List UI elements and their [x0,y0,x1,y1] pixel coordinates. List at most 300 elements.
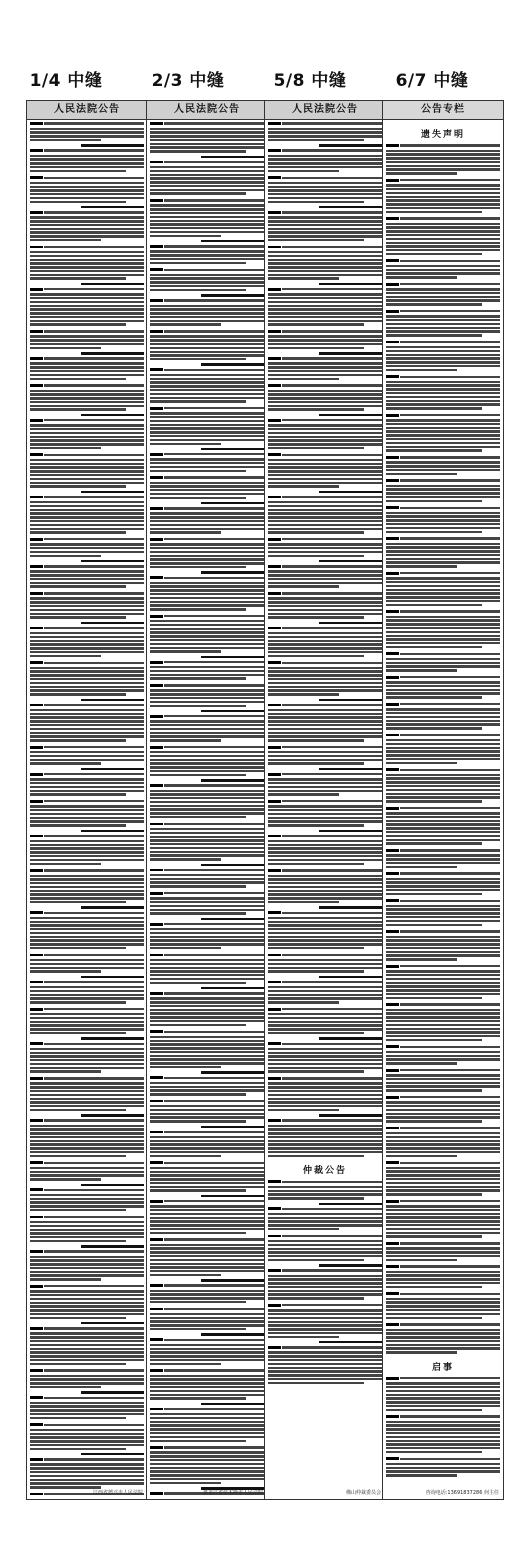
text-line [386,793,500,795]
notice-court-name [201,571,264,573]
notice-court-name [319,768,382,770]
text-line [30,809,144,811]
text-line [268,401,382,403]
text-line [268,943,382,945]
notice-court-name [81,699,144,701]
text-line [30,1052,144,1054]
text-line [150,1428,264,1430]
text-line [150,412,264,414]
text-line [386,727,482,729]
text-line [268,824,364,826]
text-line [268,312,382,314]
text-line [386,546,500,548]
text-line [30,244,144,249]
text-line [30,1151,144,1153]
text-line [386,400,500,402]
text-line [386,733,500,738]
text-line [386,1085,500,1087]
notice-court-name [81,414,144,416]
text-line [386,893,482,895]
text-line [386,473,457,475]
text-line [30,1417,126,1419]
text-line [150,235,221,237]
text-line [386,455,500,460]
text-line [268,378,339,380]
text-line [386,558,500,560]
text-line [268,189,382,191]
notice-block [268,491,382,534]
text-line [30,739,126,741]
column-body-1 [30,121,144,1496]
text-line [268,640,382,642]
text-line [150,847,264,849]
notice-block [386,1044,500,1064]
text-line [30,347,101,349]
text-line [150,751,264,753]
text-line [150,216,264,218]
text-line [268,463,382,465]
text-line [386,1160,500,1165]
text-line [268,1332,382,1334]
text-line [386,192,500,194]
text-line [386,592,500,594]
text-line [150,1020,264,1022]
text-line [150,231,264,233]
text-line [268,732,382,734]
text-line [386,1089,482,1091]
text-line [268,793,339,795]
text-line [30,1405,144,1407]
text-line [30,366,144,368]
text-line [150,1109,264,1111]
text-line [30,148,144,153]
text-line [30,270,144,272]
text-line [268,1378,382,1380]
text-line [30,868,144,873]
text-line [30,186,144,188]
text-line [268,564,382,569]
text-line [150,378,264,380]
notice-block [150,614,264,653]
text-line [386,1155,457,1157]
notice-block [386,478,500,502]
notice-block [150,406,264,445]
text-line [268,297,382,299]
text-line [268,1240,382,1242]
text-line [268,452,382,457]
text-line [150,1297,264,1299]
text-line [268,986,382,988]
text-line [30,1017,144,1019]
text-line [30,1076,144,1081]
text-line [30,686,144,688]
text-line [30,121,144,126]
text-line [30,220,144,222]
notice-block [30,329,144,349]
notice-block [150,571,264,610]
text-line [30,1309,144,1311]
text-line [386,796,500,798]
text-line [30,1063,144,1065]
notice-block [30,622,144,657]
text-line [268,1090,382,1092]
text-line [30,235,144,237]
notice-block [30,1037,144,1072]
text-line [268,155,382,157]
text-line [150,582,264,584]
notice-block [150,240,264,264]
text-line [268,231,382,233]
text-line [30,720,144,722]
text-line [386,750,500,752]
text-line [150,212,264,214]
text-line [268,693,339,695]
notice-block [268,830,382,865]
text-line [30,424,144,426]
text-line [268,329,382,334]
notice-block [30,768,144,796]
notice-block [150,1368,264,1400]
text-line [30,329,144,334]
text-line [30,239,101,241]
text-line [150,1451,264,1453]
text-line [30,1402,144,1404]
text-line [30,724,144,726]
text-line [30,228,144,230]
notice-block [268,452,382,487]
text-line [30,840,144,842]
notice-block [268,591,382,619]
notice-block [30,352,144,380]
text-line [268,543,382,545]
text-line [268,323,364,325]
text-line [150,1036,264,1038]
notice-court-name [81,1245,144,1247]
text-line [268,936,382,938]
text-line [150,354,264,356]
text-line [386,438,500,440]
text-line [386,774,500,776]
notice-block [150,1126,264,1158]
text-line [30,674,144,676]
text-line [150,166,264,168]
text-line [150,198,264,203]
notice-block [268,976,382,1004]
text-line [268,890,382,892]
text-line [150,1421,264,1423]
text-line [150,693,264,695]
text-line [150,1224,264,1226]
text-line [150,1470,264,1472]
text-line [150,620,264,622]
text-line [386,413,500,418]
text-line [30,531,126,533]
text-line [386,929,500,934]
text-line [30,990,144,992]
notice-court-name [319,976,382,978]
text-line [30,1274,144,1276]
text-line [30,1375,144,1377]
text-line [150,660,264,665]
notice-court-name [81,283,144,285]
text-line [268,636,382,638]
text-line [150,528,264,530]
text-line [150,881,264,883]
text-line [268,547,382,549]
text-line [268,366,382,368]
text-line [386,820,500,822]
text-line [386,781,500,783]
text-line [268,1370,382,1372]
text-line [386,1271,500,1273]
text-line [386,550,500,552]
text-line [386,692,500,694]
text-line [150,647,264,649]
text-line [386,1113,500,1115]
text-line [268,809,382,811]
text-line [386,1095,500,1100]
notice-block [30,1453,144,1488]
notice-block [386,806,500,845]
text-line [30,994,144,996]
notice-block [150,710,264,742]
text-line [30,1336,144,1338]
text-line [386,161,500,163]
text-line [386,423,500,425]
text-line [30,418,144,423]
text-line [30,1048,144,1050]
text-line [150,316,264,318]
notice-block [386,898,500,926]
text-line [30,1136,144,1138]
text-line [386,361,500,363]
text-line [268,374,382,376]
notice-court-name [201,779,264,781]
notice-court-name [81,976,144,978]
text-line [386,943,500,945]
text-line [30,893,144,895]
notice-block [30,560,144,588]
text-line [268,197,382,199]
text-line [268,924,382,926]
text-line [386,577,500,579]
text-line [150,674,264,676]
text-line [150,952,264,957]
text-line [30,1098,144,1100]
text-line [30,625,144,630]
text-line [30,585,126,587]
notice-court-name [319,352,382,354]
notice-block [268,329,382,349]
text-line [150,639,264,641]
text-line [386,388,500,390]
text-line [386,723,500,725]
notice-block [30,144,144,172]
text-line [268,1303,382,1308]
text-line [386,600,500,602]
text-line [386,1397,500,1399]
text-line [150,1237,264,1242]
notice-block [30,906,144,949]
text-line [268,485,339,487]
text-line [386,651,500,656]
text-line [268,667,382,669]
text-line [386,354,500,356]
notice-block [150,1099,264,1123]
text-line [30,640,144,642]
text-line [30,936,144,938]
text-line [150,1089,264,1091]
text-line [150,959,264,961]
text-line [386,403,500,405]
text-line [30,601,144,603]
text-line [30,516,144,518]
notice-block [30,1007,144,1035]
text-line [30,1395,144,1400]
text-line [268,397,382,399]
text-line [268,1059,382,1061]
text-line [150,1160,264,1165]
text-line [30,305,144,307]
column-label-3: 5/8 中缝 [273,71,347,91]
text-line [386,1167,500,1169]
text-line [150,406,264,411]
text-line [150,1009,264,1011]
text-line [150,400,246,402]
text-line [386,536,500,541]
notice-block [268,1037,382,1072]
text-line [268,228,382,230]
notice-block [268,175,382,203]
text-line [386,835,500,837]
text-line [386,854,500,856]
text-line [386,936,500,938]
notice-court-name [201,1333,264,1335]
text-line [386,1329,500,1331]
text-line [386,912,500,914]
notice-court-name [81,1391,144,1393]
text-line [30,728,144,730]
text-line [268,847,382,849]
text-line [150,520,264,522]
text-line [30,335,144,337]
text-line [30,1221,144,1223]
text-line [268,262,382,264]
text-line [386,196,500,198]
text-line [150,358,246,360]
text-line [386,1051,500,1053]
notice-block [386,1068,500,1092]
text-line [30,323,126,325]
notice-block [386,536,500,568]
text-line [30,1125,144,1127]
text-line [268,897,382,899]
text-line [386,216,500,221]
notice-court-name [81,352,144,354]
section-title: 遗失声明 [420,130,465,140]
text-line [150,816,246,818]
text-line [30,833,144,838]
text-line [268,917,382,919]
text-line [268,817,382,819]
text-line [30,875,144,877]
text-line [268,910,382,915]
text-line [30,762,101,764]
text-line [268,959,382,961]
text-line [386,1376,500,1381]
text-line [386,199,500,201]
text-line [268,970,364,972]
text-line [30,963,144,965]
text-line [268,1193,382,1195]
text-line [150,420,264,422]
text-line [150,801,264,803]
text-line [150,677,246,679]
text-line [386,203,500,205]
notice-block [150,864,264,888]
text-line [150,506,264,511]
text-line [30,1232,144,1234]
text-line [30,339,144,341]
text-line [268,478,382,480]
text-line [150,458,264,460]
text-line [30,443,144,445]
text-line [386,581,500,583]
text-line [386,442,500,444]
text-line [268,505,382,507]
notice-block [268,1303,382,1338]
text-line [150,516,264,518]
text-line [386,1467,500,1469]
announcement-column-1 [26,100,148,1500]
text-line [30,447,101,449]
text-line [386,238,500,240]
notice-block [30,491,144,534]
text-line [386,1247,500,1249]
notice-court-name [81,1453,144,1455]
text-line [386,1443,500,1445]
notice-court-name [319,699,382,701]
notice-court-name [319,283,382,285]
text-line [386,153,500,155]
notice-block [150,475,264,499]
text-line [268,660,382,665]
text-line [386,743,500,745]
text-line [386,1436,500,1438]
text-line [386,1105,500,1107]
text-line [386,920,500,922]
text-line [30,1059,144,1061]
text-line [268,735,382,737]
text-line [386,334,482,336]
text-line [268,1118,382,1123]
text-line [30,166,144,168]
text-line [268,308,382,310]
text-line [268,135,382,137]
notice-block [150,821,264,860]
text-line [268,148,382,153]
text-line [150,135,264,137]
text-line [30,1344,144,1346]
text-line [150,558,264,560]
text-line [30,259,144,261]
text-line [150,614,264,619]
text-line [386,951,500,953]
text-line [386,1251,500,1253]
text-line [268,678,382,680]
text-line [386,1199,500,1204]
text-line [30,591,144,596]
